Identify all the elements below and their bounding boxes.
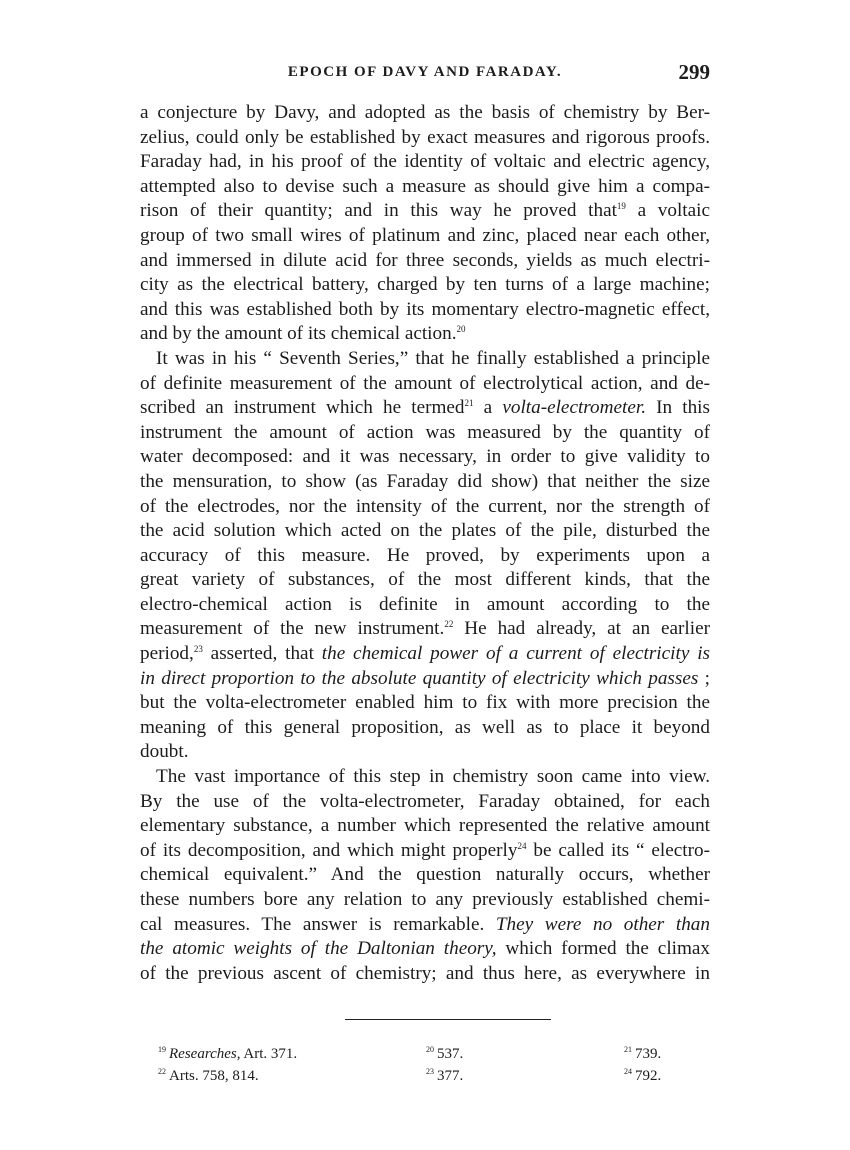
italic-run: the chemical power of a current of electricity is bbox=[321, 643, 710, 665]
text-run: measurement of the new instrument. bbox=[140, 618, 445, 640]
footnote-number: 20 bbox=[426, 1045, 434, 1054]
text-line: doubt. bbox=[140, 741, 189, 763]
text-line: It was in his “ Seventh Series,” that he finally established a principle bbox=[156, 347, 710, 369]
italic-run: They were no other than bbox=[495, 913, 710, 935]
italic-run: volta-electrometer. bbox=[502, 397, 646, 419]
footnote-ref: 22 bbox=[444, 619, 454, 630]
text-line: elementary substance, a number which represented the relative amount bbox=[140, 815, 710, 837]
text-line: great variety of substances, of the most different kinds, that the bbox=[140, 569, 710, 591]
footnote-ref: 23 bbox=[193, 644, 203, 655]
text-line: and immersed in dilute acid for three seconds, yields as much electri- bbox=[140, 249, 710, 271]
text-line: the mensuration, to show (as Faraday did show) that neither the size bbox=[140, 470, 710, 492]
text-run: of its decomposition, and which might properly bbox=[140, 839, 518, 861]
text-line: The vast importance of this step in chemistry soon came into view. bbox=[156, 766, 710, 788]
text-line bbox=[140, 322, 710, 347]
text-run: scribed an instrument which he termed bbox=[140, 397, 465, 419]
paragraph bbox=[140, 765, 710, 986]
text-run: be called its “ electro- bbox=[526, 839, 710, 861]
text-line: the acid solution which acted on the plates of the pile, disturbed the bbox=[140, 520, 710, 542]
text-line: of the previous ascent of chemistry; and thus here, as everywhere in bbox=[140, 962, 710, 984]
footnote-text: 377. bbox=[437, 1068, 464, 1084]
text-line bbox=[140, 839, 710, 864]
text-line: zelius, could only be established by exact measures and rigorous proofs. bbox=[140, 126, 710, 148]
footnote-row bbox=[158, 1043, 678, 1065]
footnote-text: 537. bbox=[437, 1046, 464, 1062]
text-run: In this bbox=[646, 397, 710, 419]
text-line bbox=[140, 396, 710, 421]
text-line: accuracy of this measure. He proved, by experiments upon a bbox=[140, 544, 710, 566]
footnote bbox=[624, 1065, 661, 1087]
text-run: rison of their quantity; and in this way he proved that bbox=[140, 200, 617, 222]
text-line bbox=[140, 937, 710, 962]
text-line: group of two small wires of platinum and zinc, placed near each other, bbox=[140, 224, 710, 246]
text-run: a bbox=[473, 397, 503, 419]
footnote-text: 792. bbox=[635, 1068, 662, 1084]
text-run: and by the amount of its chemical action. bbox=[140, 323, 457, 345]
text-run: period, bbox=[140, 643, 194, 665]
footnote-number: 19 bbox=[158, 1045, 166, 1054]
text-line: water decomposed: and it was necessary, in order to give validity to bbox=[140, 446, 710, 468]
text-line: chemical equivalent.” And the question naturally occurs, whether bbox=[140, 864, 710, 886]
running-head bbox=[140, 60, 710, 86]
footnote bbox=[624, 1043, 661, 1065]
text-run: cal measures. The answer is remarkable. bbox=[140, 913, 496, 935]
footnote-italic: Researches, bbox=[169, 1046, 241, 1062]
text-line: instrument the amount of action was measured by the quantity of bbox=[140, 421, 710, 443]
footnote-number: 23 bbox=[426, 1067, 434, 1076]
text-line bbox=[140, 913, 710, 938]
footnote-ref: 19 bbox=[616, 201, 626, 212]
paragraph bbox=[140, 347, 710, 765]
text-line: attempted also to devise such a measure as should give him a compa- bbox=[140, 175, 710, 197]
footnote-ref: 24 bbox=[517, 840, 527, 851]
footnote-rule bbox=[345, 1019, 551, 1020]
paragraph bbox=[140, 101, 710, 347]
text-line bbox=[140, 667, 710, 692]
footnote bbox=[158, 1065, 259, 1087]
text-line: Faraday had, in his proof of the identity of voltaic and electric agency, bbox=[140, 151, 710, 173]
footnote bbox=[158, 1043, 297, 1065]
footnote bbox=[426, 1043, 463, 1065]
footnote-row bbox=[158, 1065, 678, 1087]
text-run: which formed the climax bbox=[496, 938, 711, 960]
italic-run: in direct proportion to the absolute quantity of electricity which passes bbox=[140, 667, 699, 689]
footnote-number: 22 bbox=[158, 1067, 166, 1076]
text-line: By the use of the volta-electrometer, Faraday obtained, for each bbox=[140, 790, 710, 812]
text-line: meaning of this general proposition, as well as to place it beyond bbox=[140, 716, 710, 738]
text-line: of the electrodes, nor the intensity of the current, nor the strength of bbox=[140, 495, 710, 517]
text-line: a conjecture by Davy, and adopted as the basis of chemistry by Ber- bbox=[140, 102, 710, 123]
footnote bbox=[426, 1065, 463, 1087]
footnote-ref: 21 bbox=[464, 398, 474, 409]
text-run: ; bbox=[698, 667, 711, 689]
running-title: EPOCH OF DAVY AND FARADAY. bbox=[287, 64, 563, 80]
text-line: but the volta-electrometer enabled him to fix with more precision the bbox=[140, 692, 710, 714]
footnote-text: Arts. 758, 814. bbox=[169, 1068, 259, 1084]
footnote-number: 24 bbox=[624, 1067, 632, 1076]
footnote-ref: 20 bbox=[456, 324, 466, 335]
footnotes bbox=[158, 1043, 678, 1087]
footnote-text: Art. 371. bbox=[240, 1046, 298, 1062]
body-text bbox=[140, 101, 710, 986]
text-line: of definite measurement of the amount of electrolytical action, and de- bbox=[140, 372, 710, 394]
footnote-text: 739. bbox=[635, 1046, 662, 1062]
text-line bbox=[140, 642, 710, 667]
text-run: a voltaic bbox=[625, 200, 710, 222]
page-number: 299 bbox=[678, 60, 710, 84]
text-line: electro-chemical action is definite in amount according to the bbox=[140, 593, 710, 615]
text-line bbox=[140, 617, 710, 642]
text-line: city as the electrical battery, charged by ten turns of a large machine; bbox=[140, 274, 710, 296]
text-run: asserted, that bbox=[202, 643, 322, 665]
text-line: and this was established both by its momentary electro-magnetic effect, bbox=[140, 298, 710, 320]
text-run: He had already, at an earlier bbox=[453, 618, 710, 640]
footnote-number: 21 bbox=[624, 1045, 632, 1054]
italic-run: the atomic weights of the Daltonian theory, bbox=[140, 938, 497, 960]
text-line bbox=[140, 199, 710, 224]
text-line: these numbers bore any relation to any previously established chemi- bbox=[140, 889, 710, 910]
